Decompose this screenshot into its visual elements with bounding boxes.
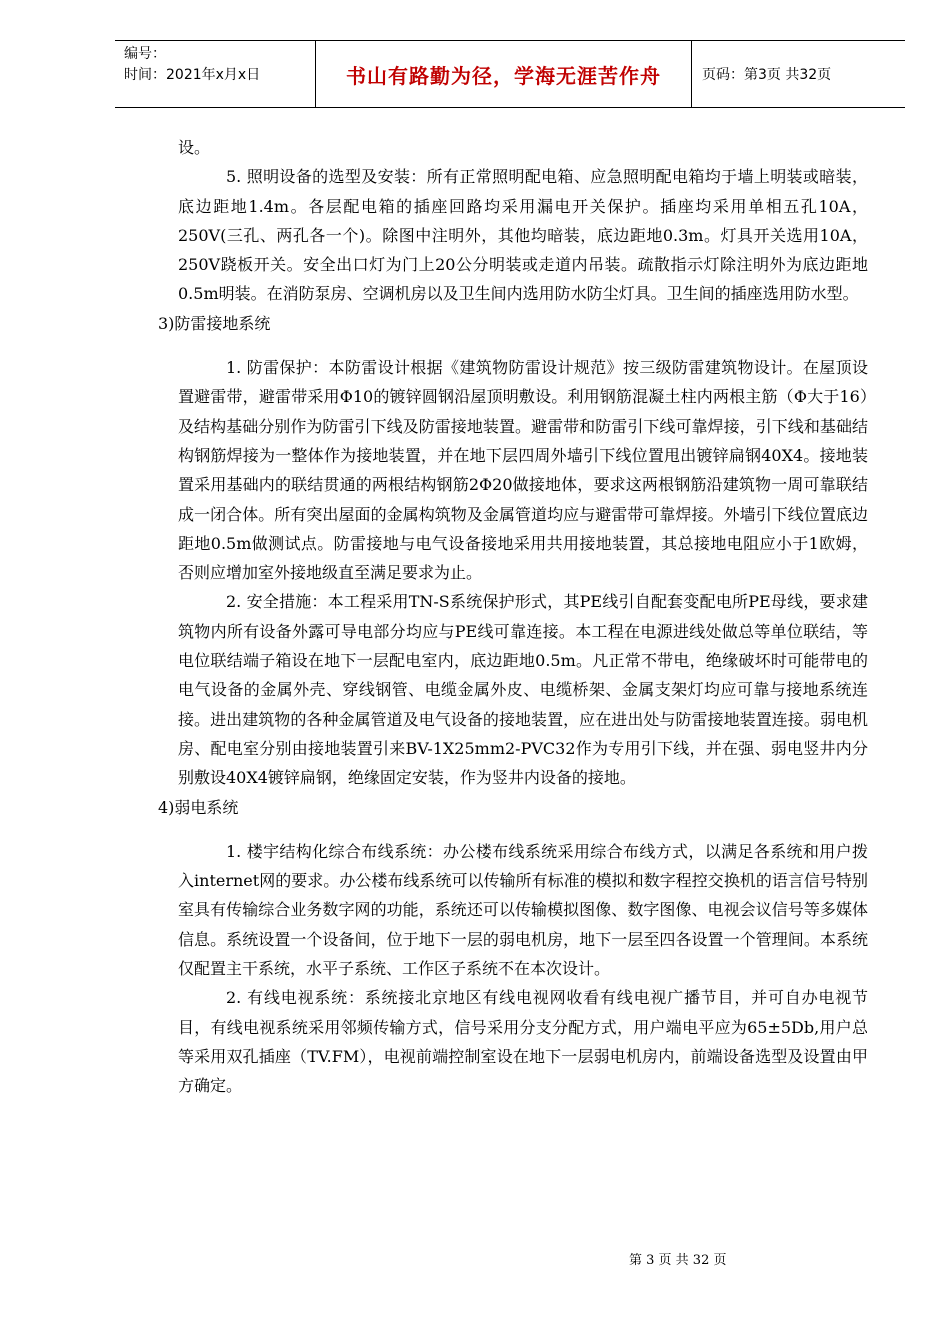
header-slogan-cell (315, 41, 692, 107)
section-heading-low-voltage: 4)弱电系统 (158, 797, 239, 817)
paragraph-cable-tv: 2. 有线电视系统：系统接北京地区有线电视网收看有线电视广播节目，并可自办电视节目，有线电视系统采用邻频传输方式，信号采用分支分配方式，用户端电平应为65±5Db,用户总等采用双孔插座（TV.FM），电视前端控制室设在地下一层弱电机房内，前端设备选型及设置由甲方确定。 (178, 988, 868, 1096)
page-header (115, 40, 905, 108)
paragraph-continuation: 设。 (178, 138, 211, 157)
time-label: 时间：2021年x月x日 (124, 67, 261, 83)
paragraph-lightning-protection: 1. 防雷保护：本防雷设计根据《建筑物防雷设计规范》按三级防雷建筑物设计。在屋顶设置避雷带，避雷带采用Φ10的镀锌圆钢沿屋顶明敷设。利用钢筋混凝土柱内两根主筋（Φ大于16）及结构基础分别作为防雷引下线及防雷接地装置。避雷带和防雷引下线可靠焊接，引下线和基础结构钢筋焊接为一整体作为接地装置，并在地下层四周外墙引下线位置甩出镀锌扁钢40X4。接地装置采用基础内的联结贯通的两根结构钢筋2Φ20做接地体，要求这两根钢筋沿建筑物一周可靠联结成一闭合体。所有突出屋面的金属构筑物及金属管道均应与避雷带可靠焊接。外墙引下线位置底边距地0.5m做测试点。防雷接地与电气设备接地采用共用接地装置，其总接地电阻应小于1欧姆，否则应增加室外接地级直至满足要求为止。 (178, 358, 868, 583)
paragraph-cabling-system: 1. 楼宇结构化综合布线系统：办公楼布线系统采用综合布线方式，以满足各系统和用户拨入internet网的要求。办公楼布线系统可以传输所有标准的模拟和数字程控交换机的语言信号特别室具有传输综合业务数字网的功能，系统还可以传输模拟图像、数字图像、电视会议信号等多媒体信息。系统设置一个设备间，位于地下一层的弱电机房，地下一层至四各设置一个管理间。本系统仅配置主干系统，水平子系统、工作区子系统不在本次设计。 (178, 841, 868, 979)
paragraph-safety-measures: 2. 安全措施：本工程采用TN-S系统保护形式，其PE线引自配套变配电所PE母线，要求建筑物内所有设备外露可导电部分均应与PE线可靠连接。本工程在电源进线处做总等单位联结，等电位联结端子箱设在地下一层配电室内，底边距地0.5m。凡正常不带电，绝缘破坏时可能带电的电气设备的金属外壳、穿线钢管、电缆金属外皮、电缆桥架、金属支架灯均应可靠与接地系统连接。进出建筑物的各种金属管道及电气设备的接地装置，应在进出处与防雷接地装置连接。弱电机房、配电室分别由接地装置引来BV-1X25mm2-PVC32作为专用引下线，并在强、弱电竖井内分别敷设40X4镀锌扁钢，绝缘固定安装，作为竖井内设备的接地。 (178, 592, 868, 788)
page-footer: 第 3 页 共 32 页 (629, 1253, 727, 1268)
paragraph-lighting: 5. 照明设备的选型及安装：所有正常照明配电箱、应急照明配电箱均于墙上明装或暗装，底边距地1.4m。各层配电箱的插座回路均采用漏电开关保护。插座均采用单相五孔10A，250V(三孔、两孔各一个)。除图中注明外，其他均暗装，底边距地0.3m。灯具开关选用10A，250V跷板开关。安全出口灯为门上20公分明装或走道内吊装。疏散指示灯除注明外为底边距地0.5m明装。在消防泵房、空调机房以及卫生间内选用防水防尘灯具。卫生间的插座选用防水型。 (178, 167, 868, 304)
slogan: 书山有路勤为径，学海无涯苦作舟 (346, 63, 661, 88)
header-meta (115, 41, 315, 107)
number-label: 编号： (124, 46, 166, 62)
header-page-info: 页码：第3页 共32页 (702, 67, 832, 83)
document-body (158, 133, 868, 1101)
section-heading-lightning: 3)防雷接地系统 (158, 313, 271, 333)
